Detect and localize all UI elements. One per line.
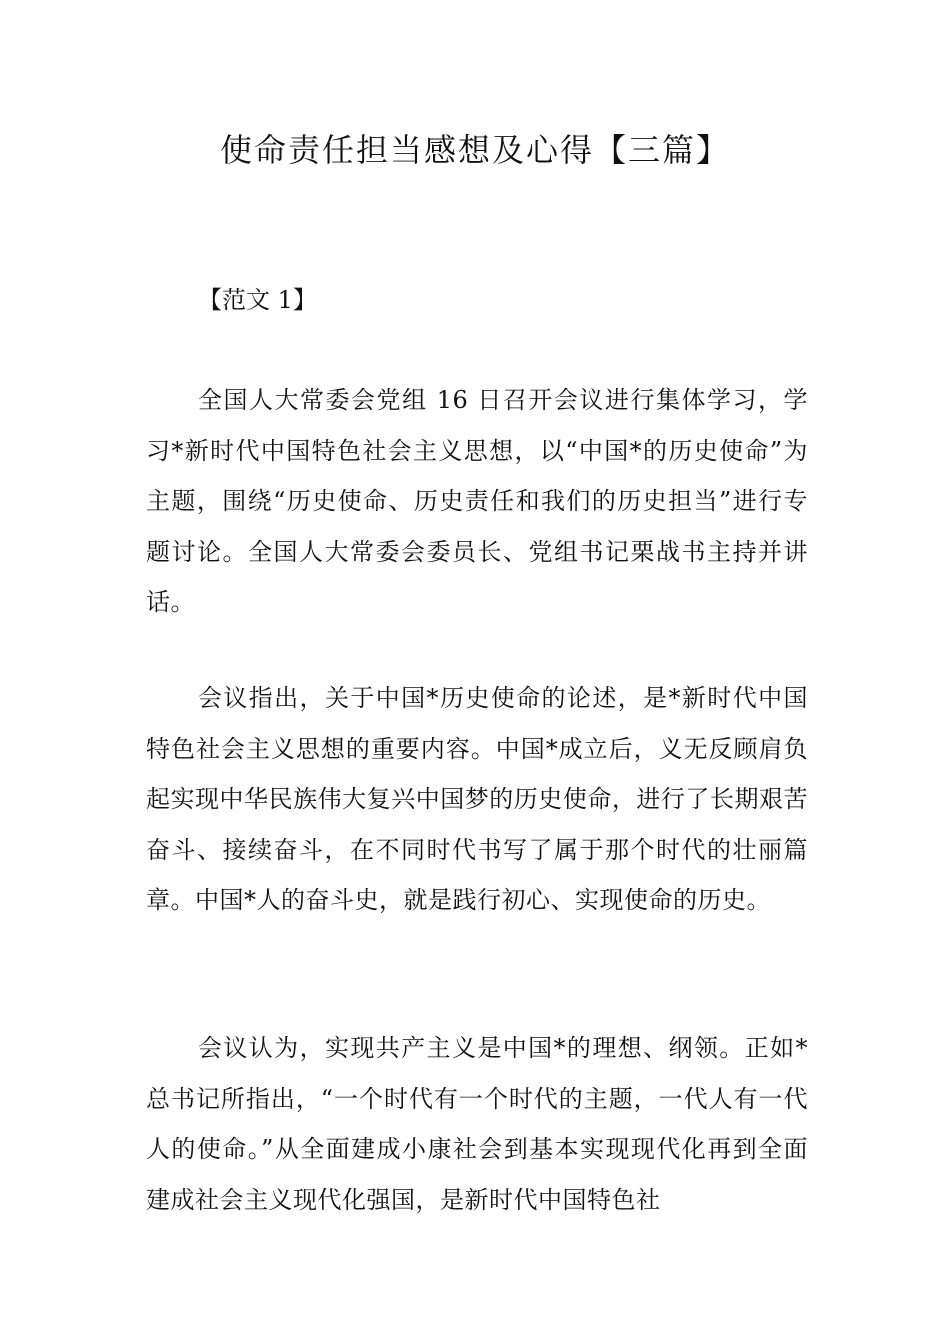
paragraph-3: 会议认为，实现共产主义是中国*的理想、纲领。正如*总书记所指出，“一个时代有一个时代的主题，一代人有一代人的使命。”从全面建成小康社会到基本实现现代化再到全面建成社会主义现代化强国，是新时代中国特色社 — [146, 1034, 808, 1214]
section-label: 【范文 1】 — [198, 286, 317, 314]
paragraph-1: 全国人大常委会党组 16 日召开会议进行集体学习，学习*新时代中国特色社会主义思想，以“中国*的历史使命”为主题，围绕“历史使命、历史责任和我们的历史担当”进行专题讨论。全国人大常委会委员长、党组书记栗战书主持并讲话。 — [146, 386, 808, 616]
document-title: 使命责任担当感想及心得【三篇】 — [219, 131, 730, 169]
paragraph-2: 会议指出，关于中国*历史使命的论述，是*新时代中国特色社会主义思想的重要内容。中国*成立后，义无反顾肩负起实现中华民族伟大复兴中国梦的历史使命，进行了长期艰苦奋斗、接续奋斗，在不同时代书写了属于那个时代的壮丽篇章。中国*人的奋斗史，就是践行初心、实现使命的历史。 — [146, 684, 808, 914]
